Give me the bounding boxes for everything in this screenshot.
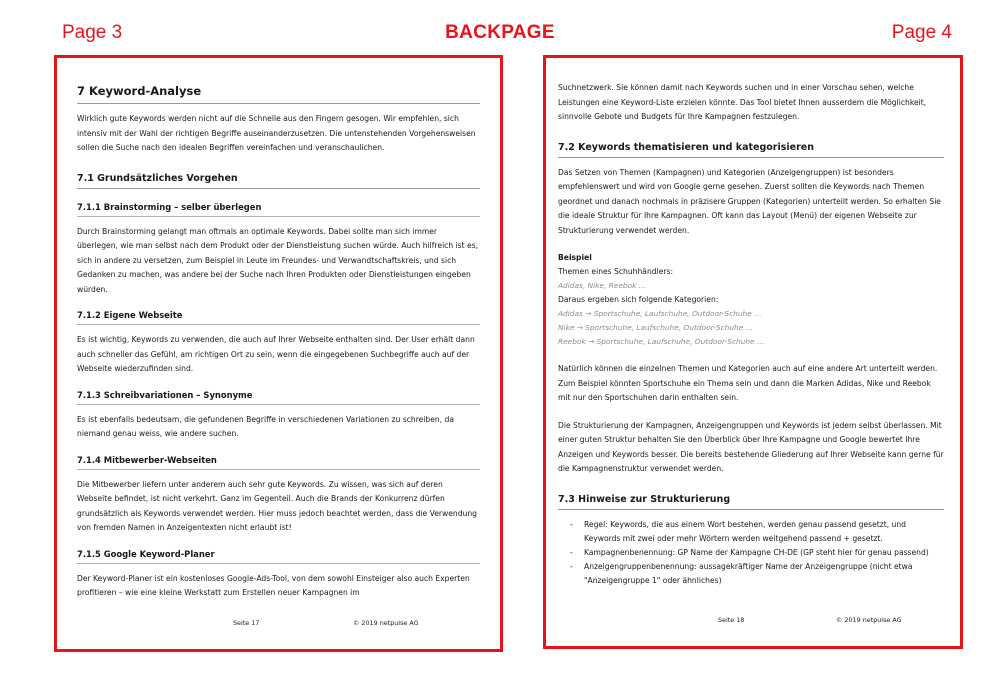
paragraph-continued: Suchnetzwerk. Sie können damit nach Keywords suchen und in einer Vorschau sehen, welche Leistungen eine Keyword-Liste erzielen könnte. Das Tool bietet Ihnen ausserdem die Möglichkeit, sinnvolle Gebote und Budgets für Ihre Kampagnen festzulegen. <box>558 83 927 121</box>
section-heading-7-1-2: 7.1.2 Eigene Webseite <box>77 310 480 325</box>
example-categories-label: Daraus ergeben sich folgende Kategorien: <box>558 295 719 304</box>
paragraph-7-1-2: Es ist wichtig, Keywords zu verwenden, die auch auf Ihrer Webseite enthalten sind. Der User erhält dann auch schneller das Gefühl, am richtigen Ort zu sein, wenn die eingegebenen Suchbegriffe auch auf der Webseite wiederzufinden sind. <box>77 335 475 373</box>
hint-list <box>558 518 944 588</box>
example-themes: Adidas, Nike, Reebok … <box>558 281 647 290</box>
chapter-heading: 7 Keyword-Analyse <box>77 84 480 104</box>
section-heading-7-2: 7.2 Keywords thematisieren und kategorisieren <box>558 142 944 158</box>
page-number: Seite 18 <box>718 616 745 624</box>
example-title: Beispiel <box>558 253 592 262</box>
section-heading-7-1-5: 7.1.5 Google Keyword-Planer <box>77 549 480 564</box>
example-category-adidas: Adidas → Sportschuhe, Laufschuhe, Outdoor-Schuhe … <box>558 309 762 318</box>
page-3-label: Page 3 <box>62 22 123 43</box>
intro-paragraph: Wirklich gute Keywords werden nicht auf die Schnelle aus den Fingern gesogen. Wir empfehlen, sich intensiv mit der Wahl der richtigen Begriffe auseinanderzusetzen. Die untenstehenden Vorgehensweisen sollen die Suche nach den idealen Begriffen vereinfachen und veranschaulichen. <box>77 114 476 152</box>
paragraph-7-1-1: Durch Brainstorming gelangt man oftmals an optimale Keywords. Dabei sollte man sich immer überlegen, wie man selbst nach dem Produkt oder der Dienstleistung suchen würde. Auch hilfreich ist es, sich in andere zu versetzen, zum Beispiel in Leute im Freundes- und Verwandtschaftskreis, und sich Gedanken zu machen, was andere bei der Suche nach Ihren Produkten oder Dienstleistungen eingeben würden. <box>77 226 479 294</box>
section-heading-7-1-3: 7.1.3 Schreibvariationen – Synonyme <box>77 390 480 405</box>
example-themes-label: Themen eines Schuhhändlers: <box>558 267 674 276</box>
example-category-nike: Nike → Sportschuhe, Laufschuhe, Outdoor-Schuhe … <box>558 323 754 332</box>
section-heading-7-1: 7.1 Grundsätzliches Vorgehen <box>77 173 480 189</box>
paragraph-natural: Natürlich können die einzelnen Themen und Kategorien auch auf eine andere Art unterteilt werden. Zum Beispiel könnten Sportschuhe ein Thema sein und dann die Marken Adidas, Nike und Reebok mit nur den Sportschuhen darin enthalten sein. <box>558 364 938 402</box>
list-item: - Anzeigengruppenbenennung: aussagekräftiger Name der Anzeigengruppe (nicht etwa "Anzeigengruppe 1" oder ähnliches) <box>570 561 913 585</box>
paragraph-7-2: Das Setzen von Themen (Kampagnen) und Kategorien (Anzeigengruppen) ist besonders empfehlenswert und wird von Google gerne gesehen. Zuerst sollten die Keywords nach Themen geordnet und danach nochmals in präzisere Gruppen (Kategorien) unterteilt werden. So erhalten Sie die ideale Struktur für Ihre Kampagnen. Oft kann das Layout (Menü) der eigenen Webseite zur Strukturierung verwendet werden. <box>558 167 941 235</box>
page-4-label: Page 4 <box>891 22 952 43</box>
paragraph-7-1-4: Die Mitbewerber liefern unter anderem auch sehr gute Keywords. Zu wissen, was sich auf deren Webseite befindet, ist nicht verkehrt. Ganz im Gegenteil. Auch die Brands der Konkurrenz dürfen grundsätzlich als Keywords verwendet werden. Hier muss jedoch beachtet werden, dass die Verwendung von fremden Namen in Anzeigentexten nicht erlaubt ist! <box>77 479 477 532</box>
copyright: © 2019 netpulse AG <box>353 619 419 627</box>
list-item: - Kampagnenbenennung: GP Name der Kampagne CH-DE (GP steht hier für genau passend) <box>570 547 929 557</box>
section-heading-7-3: 7.3 Hinweise zur Strukturierung <box>558 494 944 510</box>
example-category-reebok: Reebok → Sportschuhe, Laufschuhe, Outdoor-Schuhe … <box>558 337 765 346</box>
paragraph-7-1-3: Es ist ebenfalls bedeutsam, die gefundenen Begriffe in verschiedenen Variationen zu schreiben, da niemand genau weiss, wie andere suchen. <box>77 414 455 438</box>
section-heading-7-1-4: 7.1.4 Mitbewerber-Webseiten <box>77 455 480 470</box>
paragraph-7-1-5: Der Keyword-Planer ist ein kostenloses Google-Ads-Tool, von dem sowohl Einsteiger also auch Experten profitieren – wie eine kleine Werkstatt zum Erstellen neuer Kampagnen im <box>77 573 470 597</box>
page-4 <box>543 55 963 649</box>
page-3 <box>54 55 503 652</box>
copyright: © 2019 netpulse AG <box>836 616 902 624</box>
page-number: Seite 17 <box>233 619 260 627</box>
backpage-title: BACKPAGE <box>445 22 555 43</box>
section-heading-7-1-1: 7.1.1 Brainstorming – selber überlegen <box>77 202 480 217</box>
paragraph-structure: Die Strukturierung der Kampagnen, Anzeigengruppen und Keywords ist jedem selbst überlassen. Mit einer guten Struktur behalten Sie den Überblick über Ihre Kampagne und Google bewertet Ihre Anzeigen und Keywords besser. Die bereits bestehende Gliederung auf Ihrer Webseite kann gerne für die Kampagnenstruktur verwendet werden. <box>558 420 944 473</box>
list-item: - Regel: Keywords, die aus einem Wort bestehen, werden genau passend gesetzt, und Keywords mit zwei oder mehr Wörtern werden weitgehend passend + gesetzt. <box>570 519 906 543</box>
